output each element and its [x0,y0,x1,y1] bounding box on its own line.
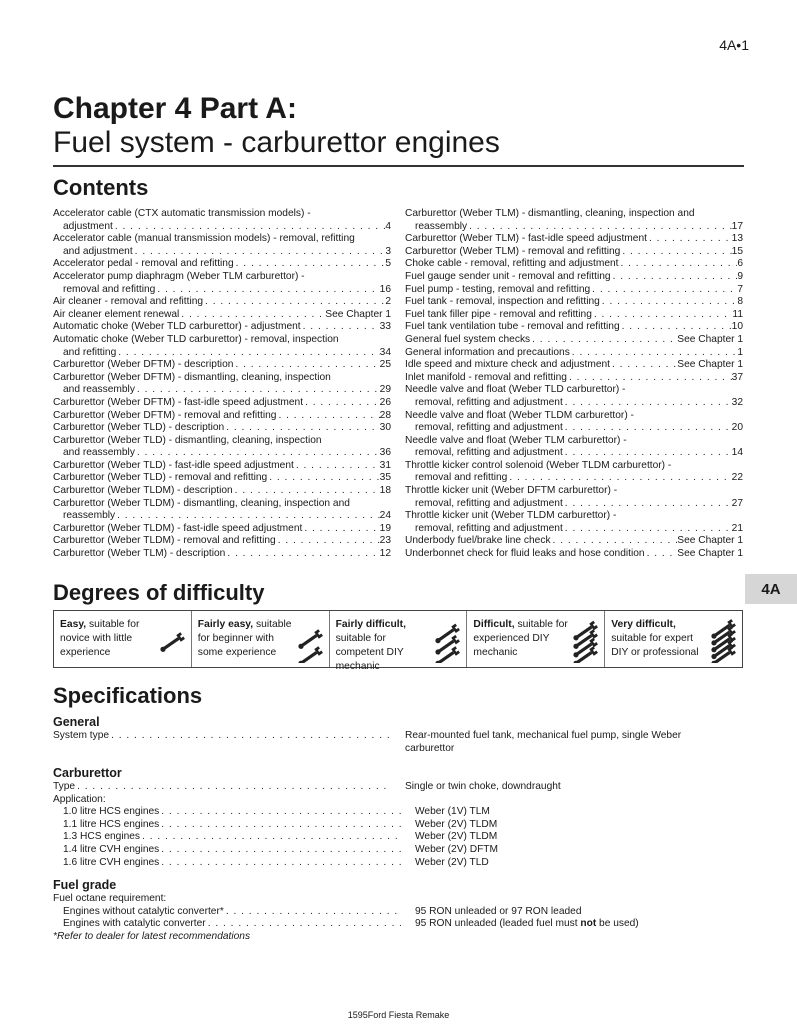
contents-entry-text: Throttle kicker control solenoid (Weber TLDM carburettor) - [405,459,672,471]
contents-entry [405,410,743,435]
contents-entry-page: 30 [379,422,391,434]
contents-entry-text: and refitting [63,346,117,358]
contents-entry-text: Fuel pump - testing, removal and refitting [405,283,591,295]
contents-entry-text: Accelerator pump diaphragm (Weber TLM carburettor) - [53,270,305,282]
contents-entry-page: 15 [731,245,743,257]
contents-entry-page: 14 [731,447,743,459]
contents-entry-text: Choke cable - removal, refitting and adjustment [405,258,619,270]
contents-entry-text: removal, refitting and adjustment [415,497,563,509]
spec-label: 1.6 litre CVH engines [63,856,160,868]
octane-label: Fuel octane requirement: [53,893,167,904]
contents-entry [53,498,391,523]
contents-entry-page: 18 [379,485,391,497]
spec-row [53,831,743,844]
fuel-grade-heading: Fuel grade [53,878,117,892]
contents-entry-text: Carburettor (Weber TLD) - description [53,422,225,434]
contents-entry-page: 12 [379,548,391,560]
difficulty-level-name: Difficult, [473,619,515,630]
contents-entry [53,258,391,271]
contents-entry [405,535,743,548]
footnote: *Refer to dealer for latest recommendations [53,930,251,942]
spec-value: Single or twin choke, downdraught [405,781,561,792]
contents-entry [53,321,391,334]
difficulty-level-name: Very difficult, [611,619,676,630]
contents-entry-page: 11 [732,308,743,320]
difficulty-level [605,611,742,667]
contents-heading: Contents [53,175,149,200]
contents-entry-text: Carburettor (Weber TLD) - removal and refitting [53,472,268,484]
contents-entry-page: 29 [379,384,391,396]
contents-entry-text: Carburettor (Weber TLDM) - dismantling, cleaning, inspection and [53,497,350,509]
difficulty-heading: Degrees of difficulty [53,580,265,605]
contents-entry-text: General information and precautions [405,346,570,358]
contents-entry [405,372,743,385]
contents-entry-text: Inlet manifold - removal and refitting [405,371,567,383]
contents-entry-text: removal, refitting and adjustment [415,396,563,408]
chapter-title-prefix: Chapter 4 Part A: [53,92,297,125]
difficulty-level-name: Fairly easy, [197,619,254,630]
general-heading: General [53,715,100,729]
spec-general [53,714,743,755]
contents-entry-page: 35 [379,472,391,484]
contents-entry-page: 34 [379,346,391,358]
contents-entry-page: 5 [385,258,391,270]
contents-entry-text: reassembly [63,510,116,522]
spanner-icon [432,617,462,663]
contents-entry-text: Accelerator pedal - removal and refitting [53,258,234,270]
contents-entry-page: 17 [731,220,743,232]
contents-entry-text: Underbonnet check for fluid leaks and hose condition [405,548,645,560]
contents-entry-text: General fuel system checks [405,333,531,345]
contents-entry-text: Air cleaner element renewal [53,308,180,320]
contents-entry-text: removal and refitting [415,472,508,484]
spec-row [53,918,743,931]
contents-entry-text: Carburettor (Weber DFTM) - removal and refitting [53,409,277,421]
spec-label: System type [53,730,110,741]
contents-entry-text: Carburettor (Weber TLM) - dismantling, cleaning, inspection and [405,208,695,219]
contents-entry-page: 16 [379,283,391,295]
spec-value: Weber (2V) TLDM [415,831,498,843]
contents-entry-text: Carburettor (Weber DFTM) - description [53,359,234,371]
contents-entry [53,296,391,309]
spec-label: 1.1 litre HCS engines [63,818,160,830]
contents-entry-page: 27 [731,497,743,509]
contents-entry-text: Carburettor (Weber DFTM) - dismantling, cleaning, inspection [53,371,331,383]
contents-entry [405,485,743,510]
contents-entry-text: Automatic choke (Weber TLD carburettor) - adjustment [53,321,301,333]
contents-entry-page: 24 [379,510,391,522]
contents-entry-text: Fuel tank ventilation tube - removal and refitting [405,321,620,333]
contents-entry-page: See Chapter 1 [677,359,743,371]
contents-entry-text: Needle valve and float (Weber TLM carburettor) - [405,434,627,446]
spec-label: 1.3 HCS engines [63,831,141,843]
contents-entry [405,271,743,284]
contents-entry [405,460,743,485]
spec-row [53,857,743,870]
spanner-icon [157,617,187,663]
contents-entry-text: Needle valve and float (Weber TLDM carburettor) - [405,409,634,421]
contents-entry-text: Air cleaner - removal and refitting [53,296,204,308]
difficulty-table [53,610,743,672]
spec-row [53,781,743,794]
contents-entry-text: and reassembly [63,447,135,459]
contents-entry [405,208,743,233]
spec-carburettor [53,765,743,869]
contents-entry [405,359,743,372]
contents-entry-page: 23 [379,535,391,547]
contents-entry-text: Carburettor (Weber DFTM) - fast-idle speed adjustment [53,396,304,408]
spec-label: Type [53,781,76,792]
chapter-title [53,92,500,160]
contents-entry-page: 33 [379,321,391,333]
contents-entry [405,347,743,360]
contents-entry [53,535,391,548]
contents-entry-text: Carburettor (Weber TLM) - fast-idle speed adjustment [405,233,647,245]
contents-entry-text: Carburettor (Weber TLM) - description [53,548,226,560]
spec-row [53,906,743,919]
spec-label: 1.4 litre CVH engines [63,843,160,855]
contents-entry [405,309,743,322]
contents-entry-text: Automatic choke (Weber TLD carburettor) - removal, inspection [53,333,339,345]
contents-entry-page: 9 [737,270,743,282]
contents-entry [53,460,391,473]
contents-entry [53,359,391,372]
contents-entry-text: Accelerator cable (manual transmission models) - removal, refitting [53,233,355,245]
contents-entry-page: 8 [737,296,743,308]
spec-value: 95 RON unleaded or 97 RON leaded [415,905,582,917]
contents-entry-page: 31 [379,459,391,471]
difficulty-level-desc: suitable for expert DIY or professional [611,633,699,658]
spec-value: Weber (1V) TLM [415,806,490,818]
contents-entry [405,334,743,347]
contents-entry-page: 37 [731,371,743,383]
contents-entry [405,435,743,460]
contents-entry-text: removal, refitting and adjustment [415,522,563,534]
contents-entry-page: 32 [731,396,743,408]
contents-entry-page: 20 [731,422,743,434]
spec-row [53,730,743,755]
contents-entry [53,233,391,258]
contents-entry-page: 28 [379,409,391,421]
contents-entry-page: See Chapter 1 [677,535,743,547]
contents-entry-text: Fuel gauge sender unit - removal and refitting [405,270,611,282]
chapter-tab: 4A [745,574,797,604]
contents-entry-page: 6 [737,258,743,270]
contents-entry [53,397,391,410]
contents-entry [405,510,743,535]
carburettor-heading: Carburettor [53,766,122,780]
contents-entry-text: removal and refitting [63,283,156,295]
specifications-heading: Specifications [53,683,203,708]
contents-left-column [53,208,391,561]
spec-label: Engines without catalytic converter* [63,905,224,917]
difficulty-level [54,611,192,667]
contents-entry-page: 26 [379,396,391,408]
contents-entry-page: 2 [385,296,391,308]
contents-entry-text: Needle valve and float (Weber TLD carburettor) - [405,384,626,396]
spec-value: Weber (2V) TLDM [415,818,498,830]
contents-entry-text: and reassembly [63,384,135,396]
contents-entry-text: Idle speed and mixture check and adjustment [405,359,611,371]
contents-entry-page: See Chapter 1 [677,548,743,560]
contents-entry [53,208,391,233]
contents-entry-page: See Chapter 1 [325,308,391,320]
contents-entry [405,321,743,334]
contents-entry-page: See Chapter 1 [677,333,743,345]
spec-fuel-grade [53,877,743,943]
spec-value: Rear-mounted fuel tank, mechanical fuel pump, single Weber carburettor [405,730,682,754]
contents-entry-text: removal, refitting and adjustment [415,447,563,459]
contents-entry [405,258,743,271]
spec-row [53,806,743,819]
contents-entry-text: reassembly [415,220,468,232]
contents-entry-page: 13 [731,233,743,245]
contents-entry [53,309,391,322]
contents-entry-page: 36 [379,447,391,459]
contents-entry-page: 3 [385,245,391,257]
difficulty-level-desc: suitable for competent DIY mechanic [335,633,404,672]
difficulty-level-desc: suitable for novice with little experience [60,619,140,658]
contents-entry-text: Carburettor (Weber TLM) - removal and refitting [405,245,621,257]
contents-entry [53,523,391,536]
contents-entry-text: Carburettor (Weber TLD) - fast-idle speed adjustment [53,459,294,471]
contents-entry-text: Throttle kicker unit (Weber TLDM carburettor) - [405,510,617,522]
contents-entry-page: 4 [385,220,391,232]
spec-value: 95 RON unleaded (leaded fuel must not be used) [415,918,639,930]
contents-entry [405,548,743,561]
contents-entry-page: 1 [737,346,743,358]
contents-entry-text: adjustment [63,220,113,232]
contents-entry-text: Carburettor (Weber TLD) - dismantling, cleaning, inspection [53,434,322,446]
contents-entry [53,334,391,359]
difficulty-level-desc: suitable for experienced DIY mechanic [473,619,568,658]
spanner-icon [708,617,738,663]
page-number: 4A•1 [719,37,749,53]
contents-entry-text: Fuel tank filler pipe - removal and refitting [405,308,592,320]
difficulty-level-name: Fairly difficult, [335,619,406,630]
contents-entry-text: and adjustment [63,245,133,257]
spec-row [53,819,743,832]
application-label: Application: [53,793,106,805]
difficulty-level [467,611,605,667]
contents-entry [405,246,743,259]
difficulty-level-desc: suitable for beginner with some experience [197,619,292,658]
contents-entry [405,233,743,246]
spec-label: 1.0 litre HCS engines [63,806,160,818]
page-footer: 1595Ford Fiesta Remake [347,1010,450,1020]
contents-entry [405,296,743,309]
contents-entry [53,271,391,296]
contents-entry-text: Underbody fuel/brake line check [405,535,551,547]
contents-entry [405,384,743,409]
contents-entry-page: 7 [737,283,743,295]
contents-entry [53,485,391,498]
contents-entry-page: 10 [731,321,743,333]
contents-entry-page: 25 [379,359,391,371]
contents-entry-text: Fuel tank - removal, inspection and refitting [405,296,600,308]
chapter-title-main: Fuel system - carburettor engines [53,126,500,159]
contents-entry [405,284,743,297]
spec-label: Engines with catalytic converter [63,918,206,930]
contents-entry [53,548,391,561]
spec-value: Weber (2V) DFTM [415,843,499,855]
difficulty-level [192,611,330,667]
difficulty-level-name: Easy, [60,619,87,630]
contents-entry-text: Carburettor (Weber TLDM) - description [53,485,233,497]
contents-entry-text: Accelerator cable (CTX automatic transmission models) - [53,208,311,219]
contents-entry-text: Throttle kicker unit (Weber DFTM carburettor) - [405,485,618,497]
contents-entry-page: 22 [731,472,743,484]
spanner-icon [295,617,325,663]
contents-entry-text: Carburettor (Weber TLDM) - removal and refitting [53,535,276,547]
contents-entry [53,372,391,397]
contents-entry [53,435,391,460]
contents-entry-text: removal, refitting and adjustment [415,422,563,434]
contents-entry-text: Carburettor (Weber TLDM) - fast-idle speed adjustment [53,522,303,534]
contents-entry [53,422,391,435]
title-divider [53,165,744,167]
contents-right-column [405,208,743,561]
difficulty-level [330,611,468,672]
spanner-icon [570,617,600,663]
contents-entry [53,410,391,423]
contents-entry-page: 19 [379,522,391,534]
contents-entry [53,472,391,485]
spec-value: Weber (2V) TLD [415,856,489,868]
contents-entry-page: 21 [731,522,743,534]
spec-row [53,844,743,857]
